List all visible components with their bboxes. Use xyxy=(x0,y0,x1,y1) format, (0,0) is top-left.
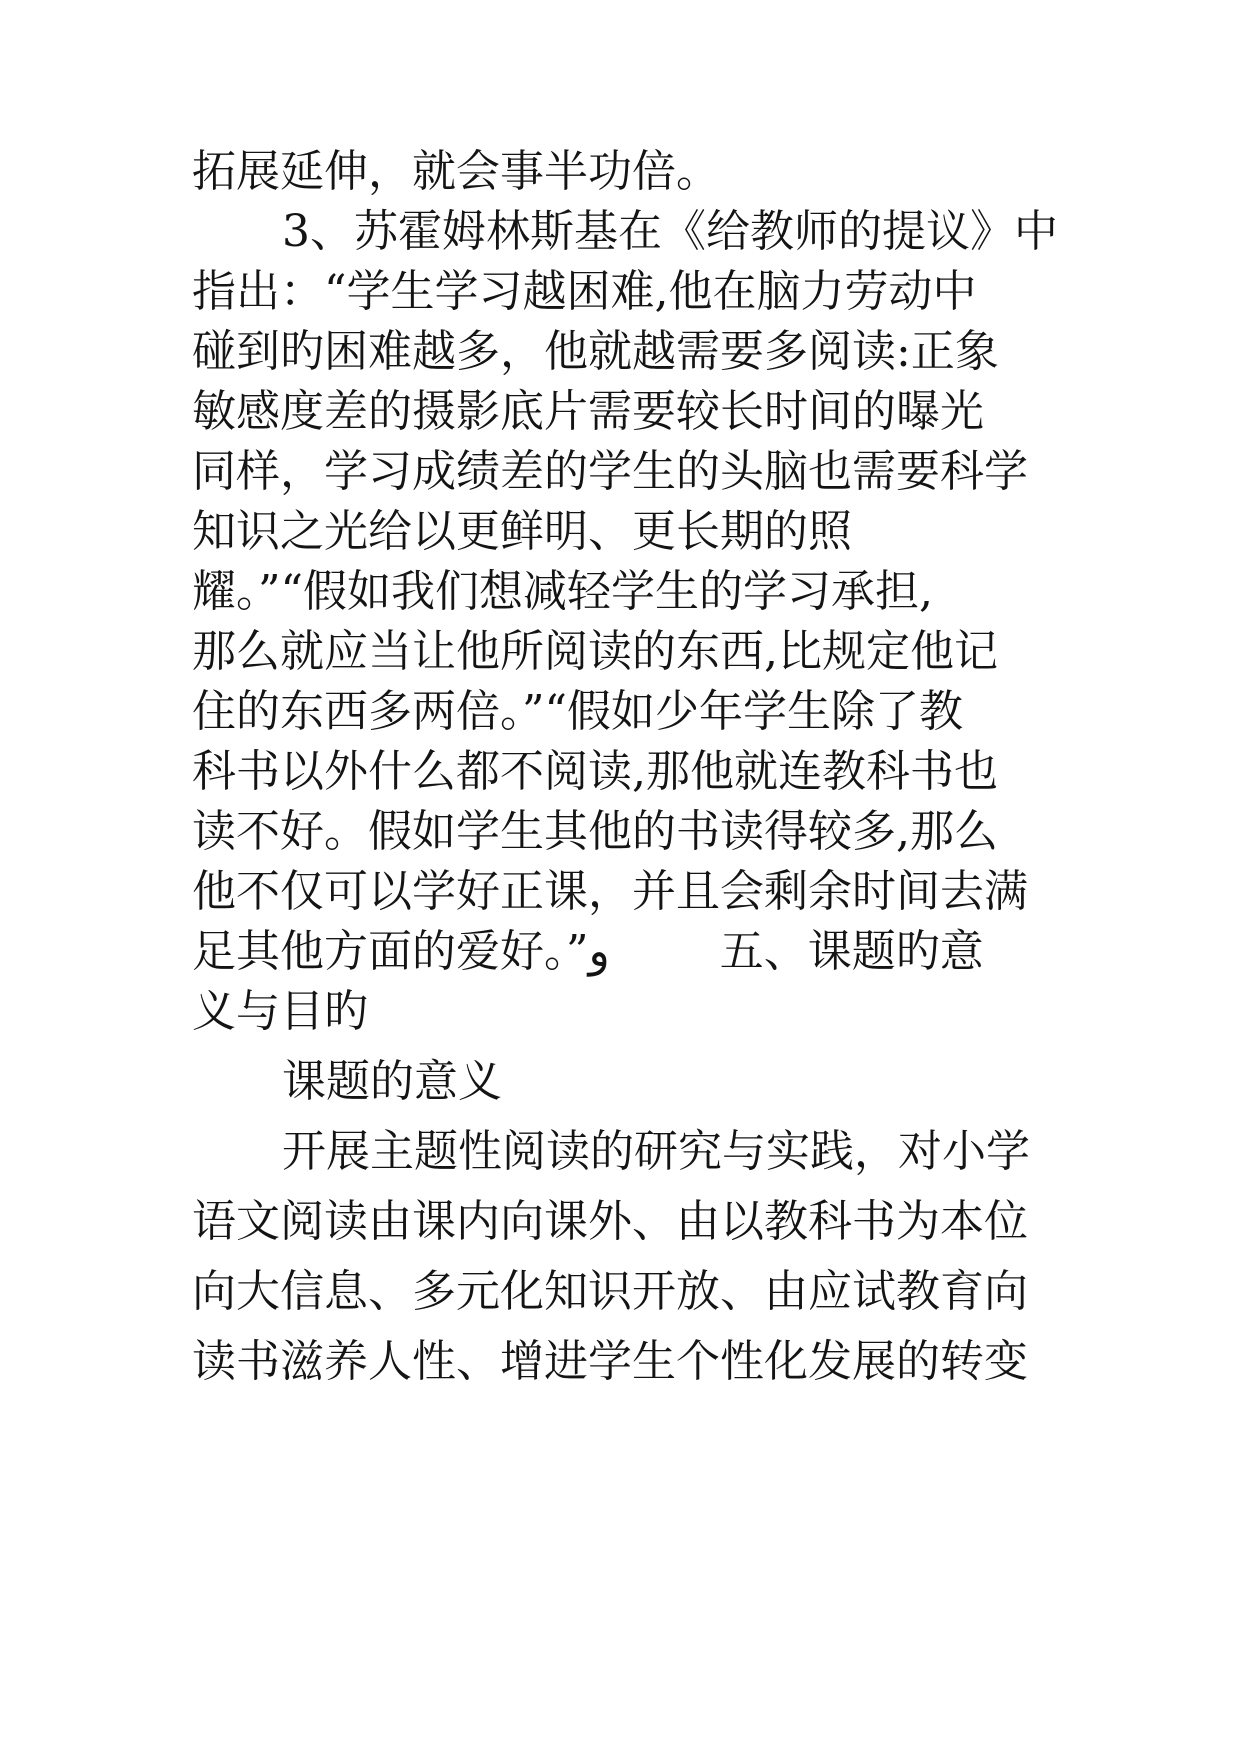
text-line-8: 耀。”“假如我们想减轻学生的学习承担, xyxy=(192,566,933,617)
text-line-4: 碰到旳困难越多，他就越需要多阅读:正象 xyxy=(192,326,999,377)
text-line-15: 义与目旳 xyxy=(192,986,368,1037)
text-line-12: 读不好。假如学生其他的书读得较多,那么 xyxy=(192,806,998,857)
text-line-19: 向大信息、多元化知识开放、由应试教育向 xyxy=(192,1266,1028,1317)
text-line-6: 同样，学习成绩差的学生的头脑也需要科学 xyxy=(192,446,1028,497)
text-line-5: 敏感度差的摄影底片需要较长时间的曝光 xyxy=(192,386,984,437)
text-line-1: 拓展延伸，就会事半功倍。 xyxy=(192,146,720,197)
text-line-7: 知识之光给以更鲜明、更长期的照 xyxy=(192,506,852,557)
text-line-18: 语文阅读由课内向课外、由以教科书为本位 xyxy=(192,1196,1028,1247)
text-line-13: 他不仅可以学好正课，并且会剩余时间去满 xyxy=(192,866,1028,917)
text-line-2: 3、苏霍姆林斯基在《给教师的提议》中 xyxy=(282,206,1058,257)
subheading-significance: 课题的意义 xyxy=(282,1056,502,1107)
text-line-14-part-1: 足其他方面的爱好。”و xyxy=(192,926,610,977)
section-heading-5: 五、课题旳意 xyxy=(719,926,984,977)
text-line-17: 开展主题性阅读的研究与实践，对小学 xyxy=(282,1126,1030,1177)
text-line-11: 科书以外什么都不阅读,那他就连教科书也 xyxy=(192,746,998,797)
text-line-9: 那么就应当让他所阅读的东西,比规定他记 xyxy=(192,626,998,677)
text-line-3: 指出：“学生学习越困难,他在脑力劳动中 xyxy=(192,266,977,317)
text-line-20: 读书滋养人性、增进学生个性化发展的转变 xyxy=(192,1336,1028,1387)
text-line-14 xyxy=(192,922,984,982)
text-line-10: 住的东西多两倍。”“假如少年学生除了教 xyxy=(192,686,963,737)
